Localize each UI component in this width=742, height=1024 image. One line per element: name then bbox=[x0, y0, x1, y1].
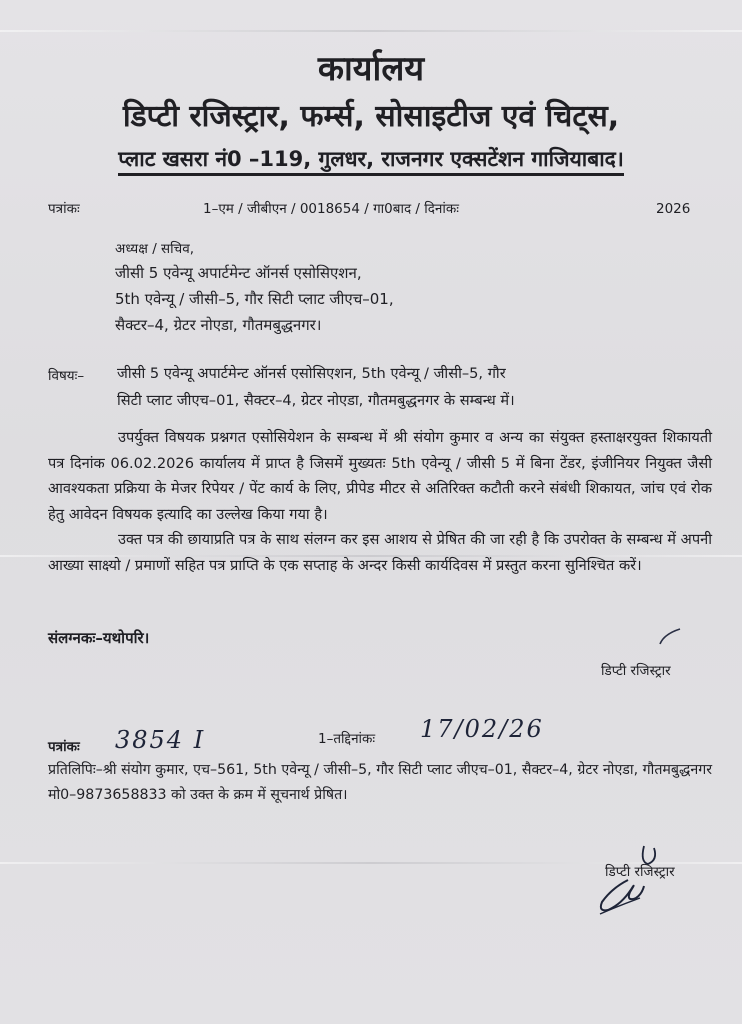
subject-text bbox=[117, 360, 515, 414]
copy-date-label: 1–तद्दिनांकः bbox=[318, 731, 376, 747]
handwritten-dispatch-number: 3854 I bbox=[115, 726, 206, 754]
ref-year: 2026 bbox=[656, 201, 691, 217]
enclosure-note: संलग्नकः–यथोपरि। bbox=[48, 629, 150, 647]
signatory-title: डिप्टी रजिस्ट्रार bbox=[601, 663, 671, 679]
office-address bbox=[0, 145, 742, 173]
subject-line: सिटी प्लाट जीएच–01, सैक्टर–4, ग्रेटर नोएडा, गौतमबुद्धनगर के सम्बन्ध में। bbox=[117, 392, 515, 409]
subject-label: विषयः– bbox=[48, 368, 85, 384]
recipient-line: जीसी 5 एवेन्यू अपार्टमेन्ट ऑनर्स एसोसिएशन, bbox=[115, 264, 362, 282]
recipient-line: अध्यक्ष / सचिव, bbox=[115, 241, 195, 257]
handwritten-signature bbox=[592, 840, 672, 920]
signature-tick-mark bbox=[656, 626, 686, 648]
letter-body bbox=[48, 425, 712, 578]
office-address-text: प्लाट खसरा नं0 –119, गुलधर, राजनगर एक्सटेंशन गाजियाबाद। bbox=[118, 147, 624, 176]
copy-ref-label: पत्रांकः bbox=[48, 739, 80, 755]
body-paragraph: उपर्युक्त विषयक प्रश्नगत एसोसियेशन के सम्बन्ध में श्री संयोग कुमार व अन्य का संयुक्त हस्ताक्षरयुक्त शिकायती पत्र दिनांक 06.02.2026 कार्यालय में प्राप्त है जिसमें मुख्यतः 5th एवेन्यू / जीसी 5 में बिना टेंडर, इंजीनियर नियुक्त जैसी आवश्यकता प्रक्रिया के मेजर रिपेयर / पेंट कार्य के लिए, प्रीपेड मीटर से अतिरिक्त कटौती करने संबंधी शिकायत, जांच एवं रोक हेतु आवेदन विषयक इत्यादि का उल्लेख किया गया है। bbox=[48, 429, 712, 523]
handwritten-date: 17/02/26 bbox=[420, 715, 544, 743]
office-name: डिप्टी रजिस्ट्रार, फर्म्स, सोसाइटीज एवं चिट्स, bbox=[122, 99, 620, 134]
ref-label: पत्रांकः bbox=[48, 201, 80, 217]
paper-crease bbox=[0, 30, 742, 32]
copy-to-text: प्रतिलिपिः–श्री संयोग कुमार, एच–561, 5th एवेन्यू / जीसी–5, गौर सिटी प्लाट जीएच–01, सैक्टर–4, ग्रेटर नोएडा, गौतमबुद्धनगर मो0–9873658833 को उक्त के क्रम में सूचनार्थ प्रेषित। bbox=[48, 762, 712, 803]
subject-line: जीसी 5 एवेन्यू अपार्टमेन्ट ऑनर्स एसोसिएशन, 5th एवेन्यू / जीसी–5, गौर bbox=[117, 365, 506, 382]
letterhead-title: कार्यालय bbox=[317, 49, 425, 89]
ref-number: 1–एम / जीबीएन / 0018654 / गा0बाद / दिनांकः bbox=[203, 201, 460, 217]
signatory-title: डिप्टी रजिस्ट्रार bbox=[605, 864, 675, 880]
recipient-line: सैक्टर–4, ग्रेटर नोएडा, गौतमबुद्धनगर। bbox=[115, 316, 322, 334]
recipient-line: 5th एवेन्यू / जीसी–5, गौर सिटी प्लाट जीएच–01, bbox=[115, 290, 394, 308]
body-paragraph: उक्त पत्र की छायाप्रति पत्र के साथ संलग्न कर इस आशय से प्रेषित की जा रही है कि उपरोक्त के सम्बन्ध में अपनी आख्या साक्ष्यो / प्रमाणों सहित पत्र प्राप्ति के एक सप्ताह के अन्दर किसी कार्यदिवस में प्रस्तुत करना सुनिश्चित करें। bbox=[48, 531, 712, 574]
recipient-block bbox=[115, 238, 394, 338]
